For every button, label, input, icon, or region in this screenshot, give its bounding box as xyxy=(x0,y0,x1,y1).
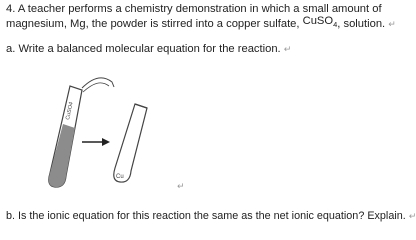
formula-main: CuSO xyxy=(302,15,334,27)
return-mark-icon: ↵ xyxy=(177,181,185,191)
question-line-2 xyxy=(6,15,396,30)
formula-subscript: 4 xyxy=(333,20,338,29)
return-mark-icon: ↵ xyxy=(283,44,292,54)
question-line-2-end: , solution. xyxy=(337,18,386,30)
copper-sulfate-formula xyxy=(303,15,338,27)
pouring-stream xyxy=(82,78,114,92)
question-line-1: 4. A teacher performs a chemistry demonstration in which a small amount of xyxy=(6,3,382,15)
right-tube-label: Cu xyxy=(116,174,124,180)
reaction-arrow-icon xyxy=(82,138,110,146)
test-tube-illustration xyxy=(40,68,170,193)
part-a-text: a. Write a balanced molecular equation for the reaction. xyxy=(6,43,281,55)
left-test-tube xyxy=(49,86,82,187)
part-a-prompt xyxy=(6,43,291,55)
left-tube-label: CuSO4 xyxy=(65,101,75,121)
part-b-prompt xyxy=(6,210,416,222)
return-mark-icon: ↵ xyxy=(408,211,416,221)
copper-sulfate-solution xyxy=(49,124,75,187)
return-mark-icon: ↵ xyxy=(388,19,396,29)
right-test-tube xyxy=(114,104,147,182)
question-line-2-text: magnesium, Mg, the powder is stirred into a copper sulfate, xyxy=(6,18,303,30)
part-b-text: b. Is the ionic equation for this reaction the same as the net ionic equation? Explain. xyxy=(6,210,406,222)
